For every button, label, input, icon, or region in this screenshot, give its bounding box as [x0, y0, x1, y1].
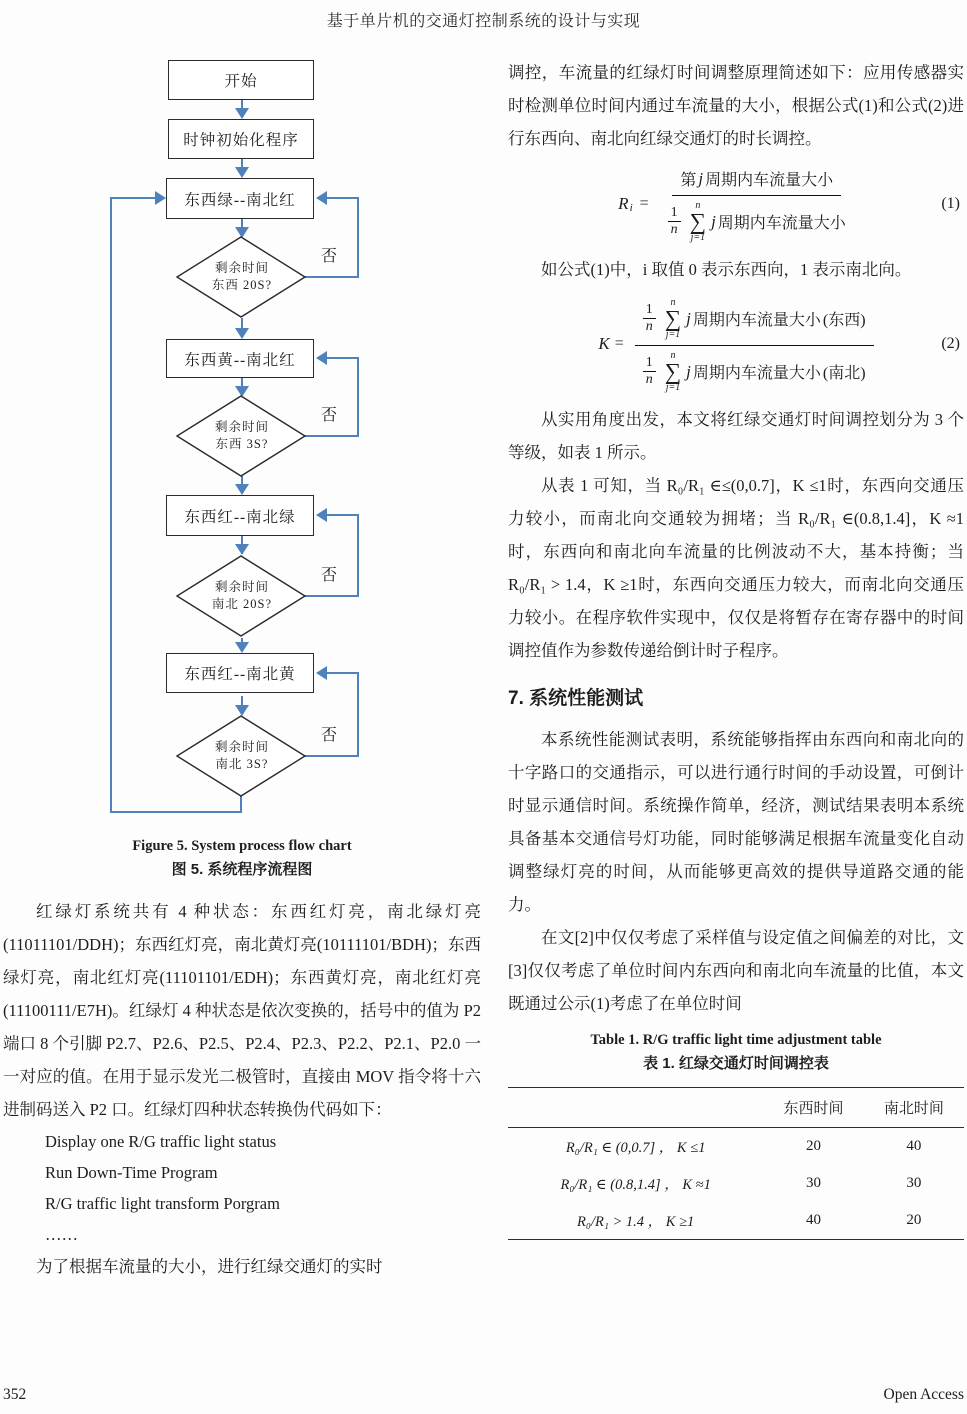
- summation-symbol: n ∑ j=1: [664, 349, 682, 393]
- table1-ns-value: 40: [906, 1137, 922, 1154]
- equation-1-number: (1): [941, 194, 960, 212]
- summation-symbol: n ∑ j=1: [689, 200, 707, 243]
- figure5-caption-en: Figure 5. System process flow chart: [132, 838, 352, 854]
- no-branch-label-4: 否: [321, 727, 338, 744]
- decision-label-3: 剩余时间 南北 20S?: [211, 580, 273, 611]
- equation-2-lhs: K =: [598, 334, 624, 354]
- table1-caption-zh: 表 1. 红绿交通灯时间调控表: [643, 1054, 829, 1072]
- pseudocode-line: ……: [45, 1225, 78, 1244]
- pseudocode-line: R/G traffic light transform Porgram: [45, 1194, 280, 1213]
- flowchart-node-ew-yellow-ns-red: 东西黄--南北红: [166, 339, 314, 378]
- table1-header-ew: 东西时间: [763, 1087, 863, 1127]
- flowchart-node-start: 开始: [168, 60, 314, 100]
- page-number: 352: [3, 1386, 27, 1403]
- table1-ns-value: 30: [906, 1174, 922, 1191]
- table1-ns-value: 20: [906, 1211, 922, 1228]
- table1-ew-value: 40: [806, 1211, 822, 1228]
- no-branch-label-3: 否: [321, 567, 338, 584]
- flowchart-node-clock-init: 时钟初始化程序: [168, 119, 314, 159]
- equation-1-lhs: R $_i$ =: [618, 193, 649, 214]
- left-column: [3, 55, 481, 1283]
- no-branch-label-2: 否: [321, 407, 338, 424]
- equation-1-fraction: 第 j 周期内车流量大小 1 n n ∑ j=1 j 周期内车流量大小: [660, 165, 854, 243]
- table1-header-empty: [508, 1087, 763, 1127]
- open-access-label: Open Access: [883, 1386, 964, 1403]
- right-column: [508, 55, 964, 1283]
- one-over-n: 1 n: [643, 355, 656, 388]
- right-paragraph-levels: 从实用角度出发，本文将红绿交通灯时间调控划分为 3 个等级，如表 1 所示。: [508, 409, 964, 462]
- section7-paragraph-1: 本系统性能测试表明，系统能够指挥由东西向和南北向的十字路口的交通指示，可以进行通行时间的手动设置，可倒计时显示通信时间。系统操作简单，经济，测试结果表明本系统具备基本交通信号灯功能，同时能够满足根据车流量变化自动调整绿灯亮的时间，从而能够更高效的提供导道路交通的能力。: [508, 729, 964, 914]
- table-row: [508, 1165, 964, 1202]
- table1-condition: R₀/R₁ ∈ (0.8,1.4] ， K ≈1: [560, 1176, 711, 1193]
- running-head-title: 基于单片机的交通灯控制系统的设计与实现: [326, 13, 641, 30]
- summation-symbol: n ∑ j=1: [664, 296, 682, 340]
- table1-condition: R₀/R₁ ∈ (0,0.7] ， K ≤1: [565, 1139, 706, 1156]
- table1-ew-value: 20: [806, 1137, 822, 1154]
- table1-condition: R₀/R₁ > 1.4 ， K ≥1: [577, 1213, 695, 1230]
- section7-heading: 7. 系统性能测试: [508, 687, 644, 709]
- table1-ew-value: 30: [806, 1174, 822, 1191]
- left-paragraph-closing: 为了根据车流量的大小，进行红绿交通灯的实时: [36, 1257, 383, 1276]
- table1-header-ns: 南北时间: [864, 1087, 964, 1127]
- flowchart-node-ew-green-ns-red: 东西绿--南北红: [166, 178, 314, 219]
- decision-label-1: 剩余时间 东西 20S?: [211, 261, 273, 292]
- pseudocode-line: Display one R/G traffic light status: [45, 1132, 277, 1151]
- equation-2-number: (2): [941, 335, 960, 353]
- right-paragraph-i-values: 如公式(1)中，i 取值 0 表示东西向，1 表示南北向。: [541, 259, 912, 279]
- no-branch-label-1: 否: [321, 248, 338, 265]
- right-paragraph-analysis: 从表 1 可知，当 R₀/R₁ ∈≤(0,0.7]，K ≤1时，东西向交通压力较小，而南北向交通较为拥堵；当 R₀/R₁ ∈(0.8,1.4]，K ≈1时，东西向和南北向车流量的比例波动不大，基本持衡；当 R₀/R₁ > 1.4，K ≥1时，东西向交通压力较大，而南北向交通压力较小。在程序软件实现中，仅仅是将暂存在寄存器中的时间调控值作为参数传递给倒计时子程序。: [508, 475, 964, 660]
- one-over-n: 1 n: [668, 205, 681, 238]
- two-column-layout: [3, 55, 964, 1283]
- right-paragraph-intro: 调控，车流量的红绿灯时间调整原理简述如下：应用传感器实时检测单位时间内通过车流量的大小，根据公式(1)和公式(2)进行东西向、南北向红绿交通灯的时长调控。: [508, 63, 964, 148]
- one-over-n: 1 n: [643, 302, 656, 335]
- flowchart-node-ew-red-ns-yellow: 东西红--南北黄: [166, 653, 314, 693]
- figure5-caption-zh: 图 5. 系统程序流程图: [171, 861, 313, 878]
- equation-2-fraction: 1 n n ∑ j=1 j 周期内车流量大小 (东西) 1 n n ∑ j=1 j 周期内车流量大小 (南北): [635, 296, 874, 393]
- pseudocode-block: [45, 1126, 481, 1250]
- section7-paragraph-2: 在文[2]中仅仅考虑了采样值与设定值之间偏差的对比，文[3]仅仅考虑了单位时间内东西向和南北向车流量的比值，本文既通过公示(1)考虑了在单位时间: [508, 927, 964, 1013]
- decision-label-2: 剩余时间 东西 3S?: [214, 420, 269, 451]
- table-row: [508, 1127, 964, 1165]
- decision-label-4: 剩余时间 南北 3S?: [214, 740, 269, 771]
- table1-caption-en: Table 1. R/G traffic light time adjustment table: [590, 1031, 882, 1048]
- equation-1: [508, 165, 964, 243]
- table-row: [508, 1202, 964, 1240]
- figure5-flowchart: [3, 55, 473, 825]
- left-paragraph-states: 红绿灯系统共有 4 种状态：东西红灯亮，南北绿灯亮(11011101/DDH)；东西红灯亮，南北黄灯亮(10111101/BDH)；东西绿灯亮，南北红灯亮(11101101/EDH)；东西黄灯亮，南北红灯亮(11100111/E7H)。红绿灯 4 种状态是依次变换的，括号中的值为 P2 端口 8 个引脚 P2.7、P2.6、P2.5、P2.4、P2.3、P2.2、P2.1、P2.0 一一对应的值。在用于显示发光二极管时，直接由 MOV 指令将十六进制码送入 P2 口。红绿灯四种状态转换伪代码如下：: [3, 902, 481, 1119]
- table1-header-row: [508, 1087, 964, 1127]
- pseudocode-line: Run Down-Time Program: [45, 1163, 218, 1182]
- table1: [508, 1087, 964, 1240]
- page-footer: [3, 1386, 964, 1404]
- flowchart-node-ew-red-ns-green: 东西红--南北绿: [166, 495, 314, 536]
- equation-2: [508, 296, 964, 393]
